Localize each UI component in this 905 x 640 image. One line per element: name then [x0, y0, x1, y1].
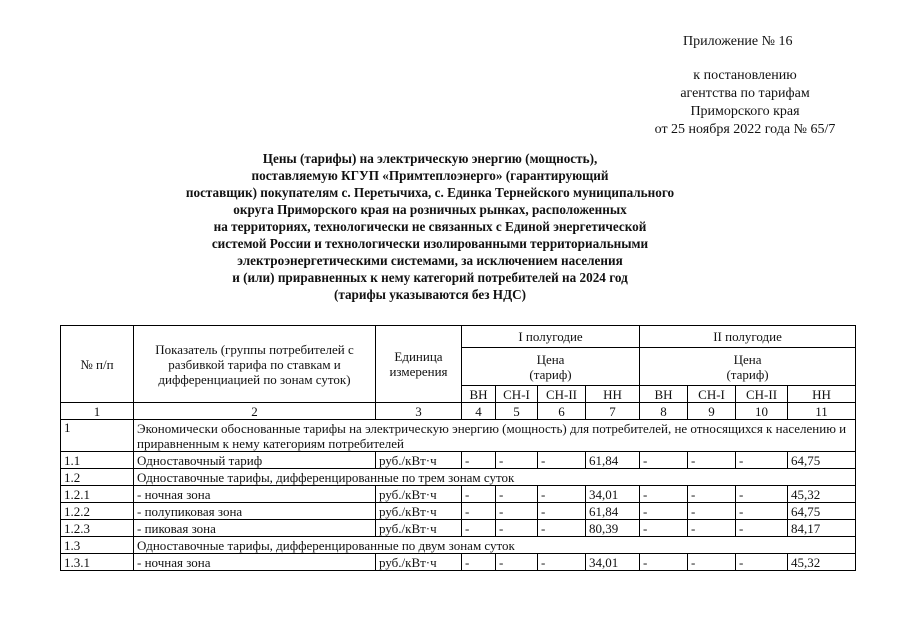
- column-number: 9: [688, 403, 736, 420]
- subsection-title: Одноставочные тарифы, дифференцированные по двум зонам суток: [134, 537, 856, 554]
- tariff-value: -: [688, 554, 736, 571]
- row-number: 1.2.2: [61, 503, 134, 520]
- row-number: 1.3: [61, 537, 134, 554]
- title-line: электроэнергетическими системами, за исключением населения: [237, 253, 623, 268]
- row-name: - ночная зона: [134, 554, 376, 571]
- voltage-level-header: ВН: [640, 386, 688, 403]
- row-unit: руб./кВт·ч: [376, 486, 462, 503]
- voltage-level-header: СН-II: [538, 386, 586, 403]
- header-half-2: II полугодие: [640, 326, 856, 348]
- tariff-value: -: [640, 452, 688, 469]
- tariff-value: -: [736, 520, 788, 537]
- tariff-value: -: [640, 486, 688, 503]
- row-unit: руб./кВт·ч: [376, 520, 462, 537]
- column-number: 6: [538, 403, 586, 420]
- voltage-level-header: СН-II: [736, 386, 788, 403]
- tariff-value: -: [640, 554, 688, 571]
- tariff-value: 61,84: [586, 503, 640, 520]
- column-number: 3: [376, 403, 462, 420]
- tariff-label: (тариф): [726, 366, 769, 382]
- header-price-1: [462, 348, 640, 386]
- header-unit: Единица измерения: [376, 326, 462, 403]
- row-name: Одноставочный тариф: [134, 452, 376, 469]
- column-number: 8: [640, 403, 688, 420]
- row-name: - полупиковая зона: [134, 503, 376, 520]
- header-indicator: Показатель (группы потребителей с разбивкой тарифа по ставкам и дифференциацией по зонам суток): [134, 326, 376, 403]
- header-price-2: [640, 348, 856, 386]
- table-row: [61, 554, 856, 571]
- tariff-value: -: [496, 486, 538, 503]
- table-row: [61, 503, 856, 520]
- tariff-value: -: [496, 520, 538, 537]
- title-line: поставляемую КГУП «Примтеплоэнерго» (гарантирующий: [251, 168, 609, 183]
- decree-line: к постановлению: [693, 68, 797, 83]
- column-number: 4: [462, 403, 496, 420]
- tariff-value: 64,75: [788, 503, 856, 520]
- decree-reference: [630, 67, 860, 139]
- tariff-value: -: [640, 503, 688, 520]
- title-line: поставщик) покупателям с. Перетычиха, с. Единка Тернейского муниципального: [185, 185, 675, 200]
- header-number: № п/п: [61, 326, 134, 403]
- row-name: - ночная зона: [134, 486, 376, 503]
- annex-label: Приложение № 16: [683, 34, 793, 49]
- table-row: [61, 469, 856, 486]
- row-number: 1.3.1: [61, 554, 134, 571]
- tariff-value: -: [496, 503, 538, 520]
- section-number: 1: [61, 420, 134, 452]
- column-number: 2: [134, 403, 376, 420]
- title-line: на территориях, технологически не связанных с Единой энергетической: [213, 219, 647, 234]
- tariff-value: -: [538, 520, 586, 537]
- tariff-value: 84,17: [788, 520, 856, 537]
- tariff-value: -: [462, 554, 496, 571]
- title-line: округа Приморского края на розничных рынках, расположенных: [233, 202, 627, 217]
- row-number: 1.2.1: [61, 486, 134, 503]
- tariff-value: 64,75: [788, 452, 856, 469]
- tariff-value: -: [688, 520, 736, 537]
- tariff-value: 34,01: [586, 486, 640, 503]
- tariff-value: -: [462, 486, 496, 503]
- row-name: - пиковая зона: [134, 520, 376, 537]
- tariff-value: -: [496, 554, 538, 571]
- tariff-value: -: [462, 452, 496, 469]
- decree-line: Приморского края: [690, 104, 800, 119]
- row-number: 1.2: [61, 469, 134, 486]
- section-title: Экономически обоснованные тарифы на электрическую энергию (мощность) для потребителей, не относящихся к населению и приравненным к нему категориям потребителей: [134, 420, 856, 452]
- tariff-label: (тариф): [529, 366, 572, 382]
- price-label: Цена: [733, 351, 762, 367]
- row-unit: руб./кВт·ч: [376, 554, 462, 571]
- tariff-value: -: [736, 503, 788, 520]
- tariff-value: -: [736, 486, 788, 503]
- voltage-level-header: НН: [586, 386, 640, 403]
- voltage-level-header: СН-I: [496, 386, 538, 403]
- title-line: и (или) приравненных к нему категорий потребителей на 2024 год: [232, 270, 628, 285]
- tariff-value: 45,32: [788, 554, 856, 571]
- decree-line: агентства по тарифам: [680, 86, 810, 101]
- tariff-value: -: [736, 554, 788, 571]
- tariff-value: -: [538, 486, 586, 503]
- subsection-title: Одноставочные тарифы, дифференцированные по трем зонам суток: [134, 469, 856, 486]
- tariff-value: 80,39: [586, 520, 640, 537]
- tariff-value: -: [496, 452, 538, 469]
- tariff-value: -: [462, 503, 496, 520]
- tariff-value: -: [688, 486, 736, 503]
- title-line: Цены (тарифы) на электрическую энергию (мощность),: [262, 151, 598, 166]
- column-number: 10: [736, 403, 788, 420]
- title-line: системой России и технологически изолированными территориальными: [211, 236, 649, 251]
- header-half-1: I полугодие: [462, 326, 640, 348]
- decree-line: от 25 ноября 2022 года № 65/7: [654, 122, 836, 137]
- voltage-level-header: НН: [788, 386, 856, 403]
- row-number: 1.1: [61, 452, 134, 469]
- row-unit: руб./кВт·ч: [376, 452, 462, 469]
- table-row: [61, 452, 856, 469]
- column-number: 5: [496, 403, 538, 420]
- voltage-level-header: ВН: [462, 386, 496, 403]
- row-number: 1.2.3: [61, 520, 134, 537]
- voltage-level-header: СН-I: [688, 386, 736, 403]
- document-title: [140, 150, 720, 303]
- row-unit: руб./кВт·ч: [376, 503, 462, 520]
- title-line: (тарифы указываются без НДС): [333, 287, 527, 302]
- tariff-value: -: [538, 503, 586, 520]
- tariff-value: -: [640, 520, 688, 537]
- table-row: [61, 486, 856, 503]
- table-row: [61, 537, 856, 554]
- column-number: 7: [586, 403, 640, 420]
- price-label: Цена: [536, 351, 565, 367]
- tariff-value: -: [688, 452, 736, 469]
- tariff-value: 34,01: [586, 554, 640, 571]
- tariffs-table: [60, 325, 856, 571]
- tariff-value: -: [538, 554, 586, 571]
- tariff-value: -: [688, 503, 736, 520]
- column-number: 11: [788, 403, 856, 420]
- tariff-value: -: [736, 452, 788, 469]
- column-number: 1: [61, 403, 134, 420]
- tariff-value: 61,84: [586, 452, 640, 469]
- table-row: [61, 520, 856, 537]
- tariff-value: 45,32: [788, 486, 856, 503]
- tariff-value: -: [538, 452, 586, 469]
- tariff-value: -: [462, 520, 496, 537]
